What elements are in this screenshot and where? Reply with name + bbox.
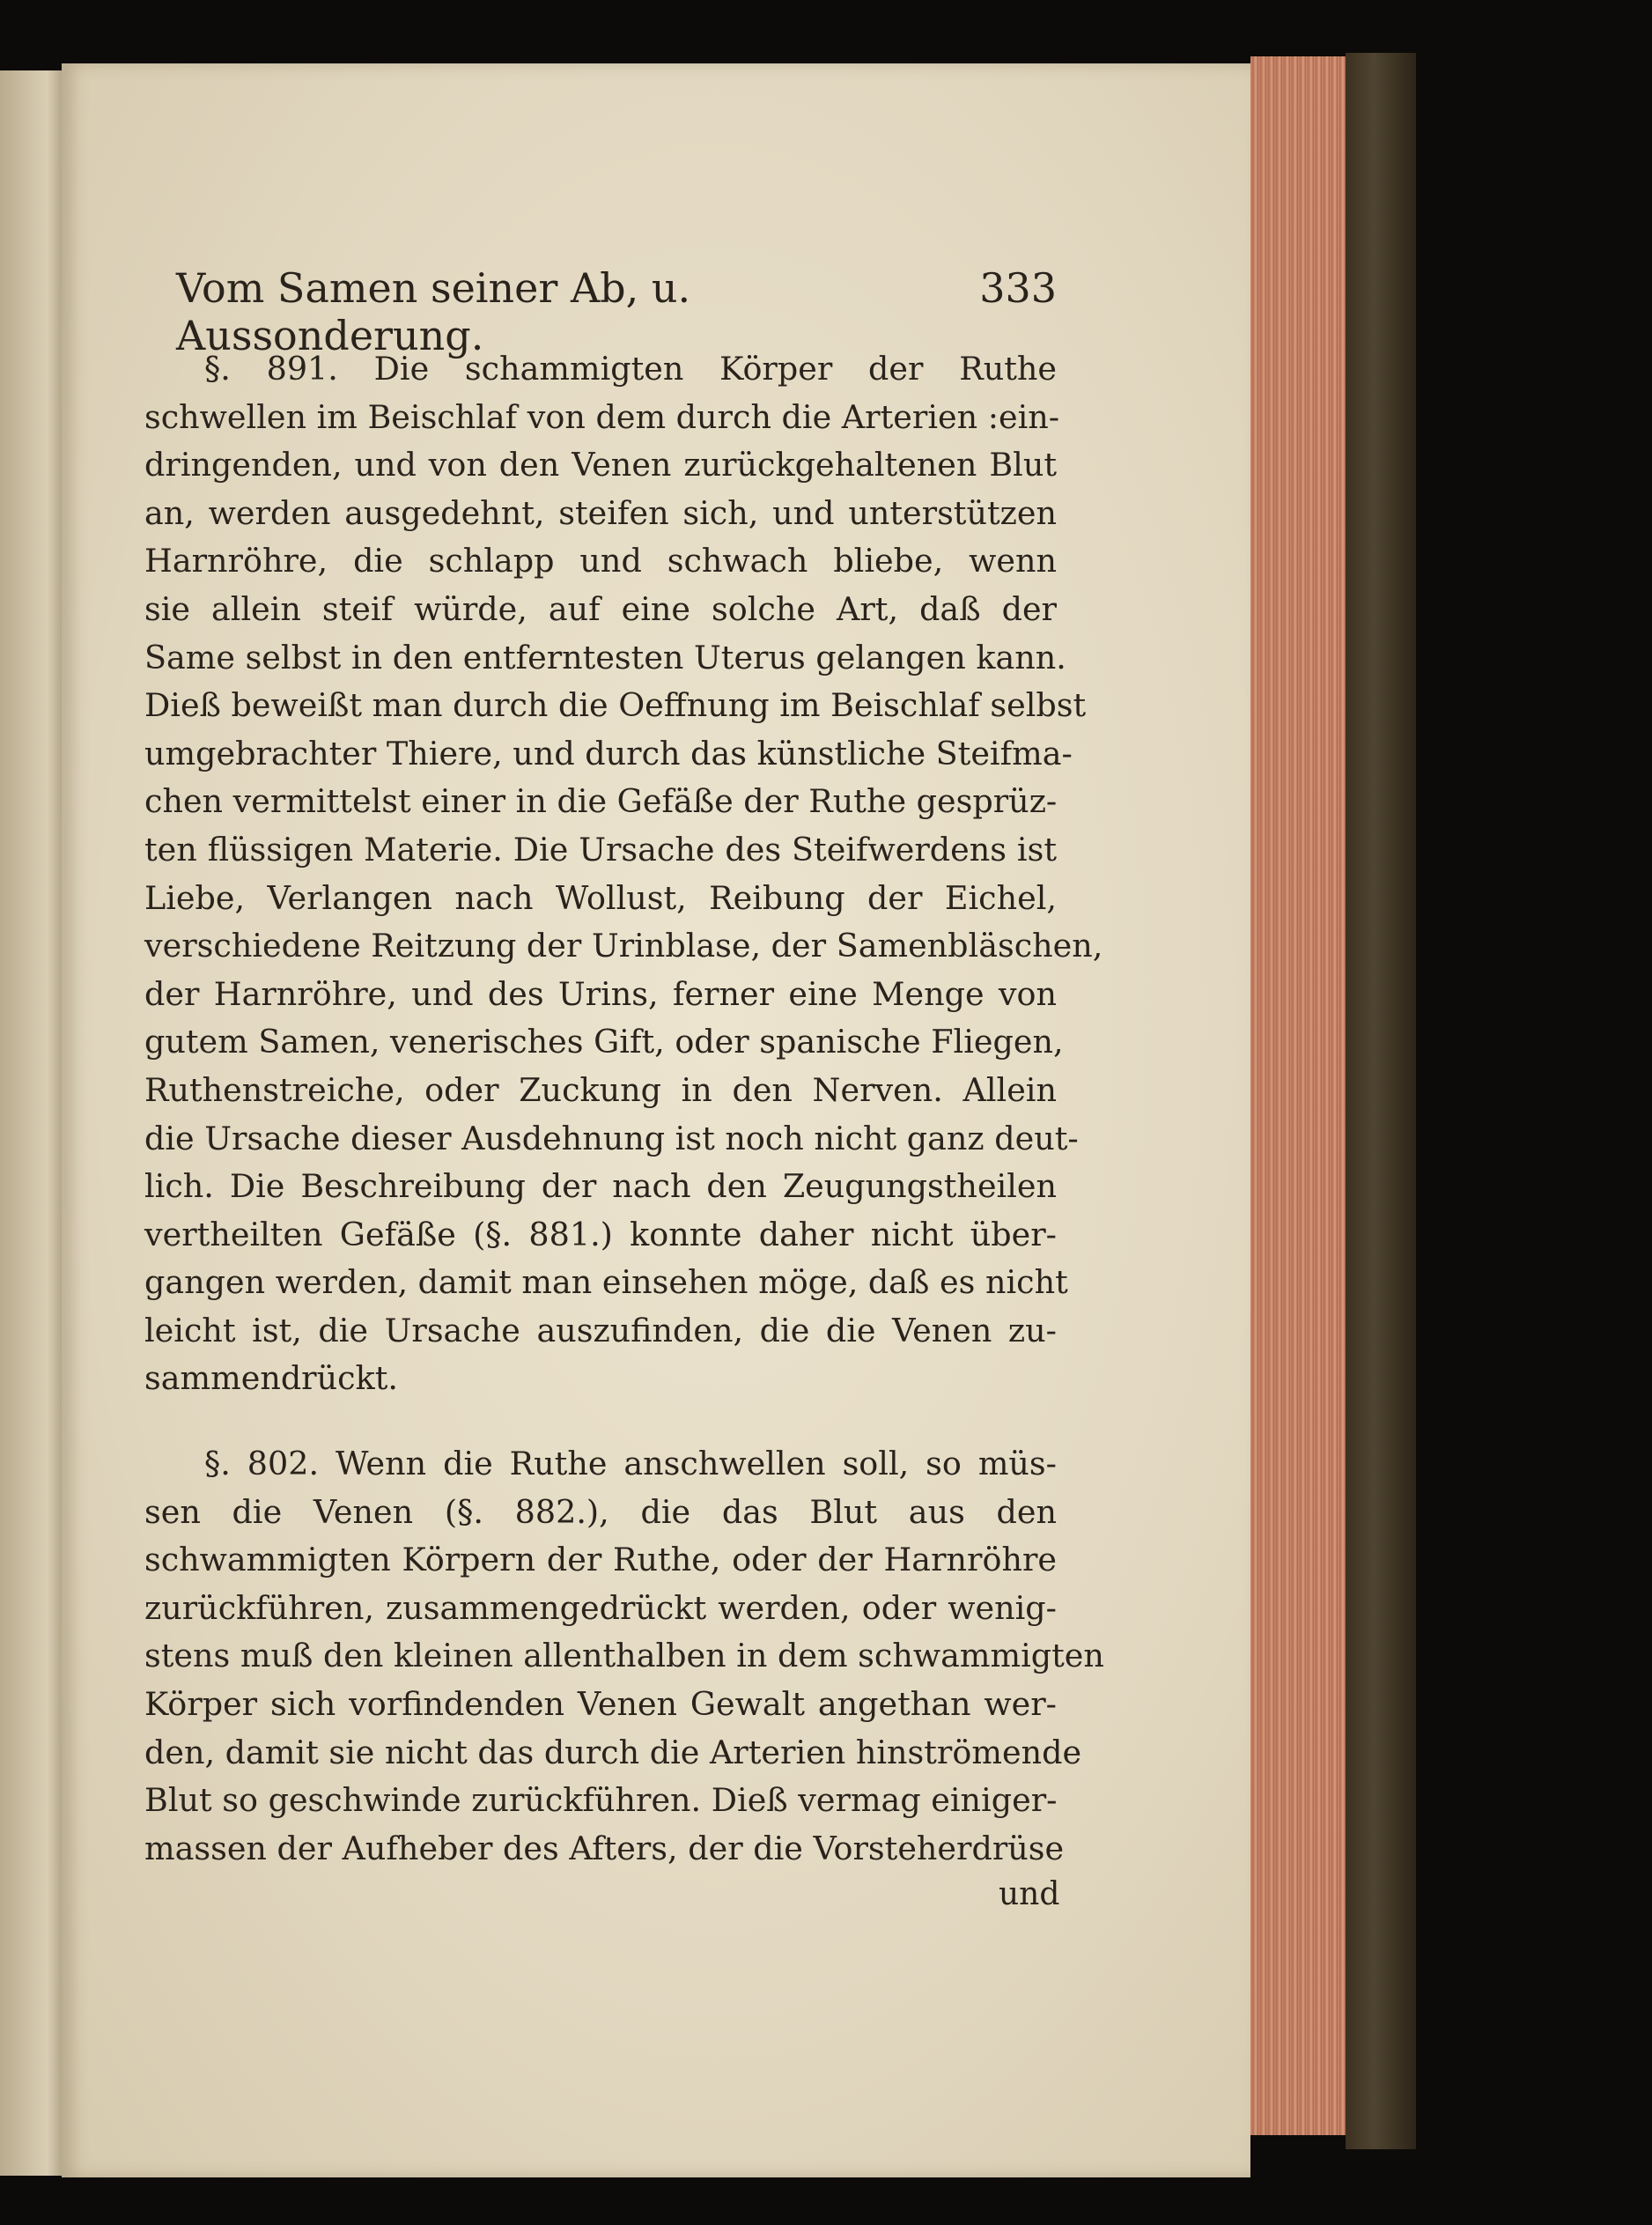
text-line: an, werden ausgedehnt, steifen sich, und unterstützen: [144, 493, 1057, 532]
text-line: verschiedene Reitzung der Urinblase, der Samenbläschen,: [144, 927, 1103, 965]
text-line: vertheilten Gefäße (§. 881.) konnte daher nicht über-: [144, 1215, 1057, 1253]
text-line: ten flüssigen Materie. Die Ursache des Steifwerdens ist: [144, 830, 1057, 869]
text-line: Körper sich vorfindenden Venen Gewalt angethan wer-: [144, 1685, 1057, 1724]
page-number: 333: [979, 264, 1057, 312]
text-line: Same selbst in den entferntesten Uterus gelangen kann.: [144, 638, 1066, 676]
text-line: massen der Aufheber des Afters, der die Vorsteherdrüse: [144, 1829, 1065, 1867]
text-line: schwellen im Beischlaf von dem durch die Arterien :ein-: [144, 397, 1060, 436]
text-line: gutem Samen, venerisches Gift, oder spanische Fliegen,: [144, 1023, 1064, 1061]
text-line: stens muß den kleinen allenthalben in dem schwammigten: [144, 1637, 1104, 1675]
text-line: leicht ist, die Ursache auszufinden, die die Venen zu-: [144, 1311, 1057, 1349]
text-line: Blut so geschwinde zurückführen. Dieß vermag einiger-: [144, 1781, 1058, 1820]
text-line: umgebrachter Thiere, und durch das künstliche Steifma-: [144, 734, 1073, 772]
text-line: Harnröhre, die schlapp und schwach bliebe, wenn: [144, 542, 1057, 580]
paragraph-802: [144, 1440, 1104, 1873]
book-cover-edge: [1346, 53, 1416, 2149]
text-line: sie allein steif würde, auf eine solche Art, daß der: [144, 589, 1057, 628]
page-fore-edge: [1250, 56, 1347, 2135]
text-line: lich. Die Beschreibung der nach den Zeugungstheilen: [144, 1167, 1057, 1206]
text-line: chen vermittelst einer in die Gefäße der Ruthe gesprüz-: [144, 782, 1058, 821]
paragraph-gap: [144, 1403, 1057, 1440]
text-line: sen die Venen (§. 882.), die das Blut aus den: [144, 1492, 1057, 1531]
text-line: schwammigten Körpern der Ruthe, oder der Harnröhre: [144, 1541, 1057, 1579]
text-line: Ruthenstreiche, oder Zuckung in den Nerven. Allein: [144, 1070, 1057, 1109]
facing-page-edge: [0, 70, 67, 2176]
text-line: den, damit sie nicht das durch die Arterien hinströmende: [144, 1733, 1082, 1771]
text-line: Dieß beweißt man durch die Oeffnung im Beischlaf selbst: [144, 686, 1087, 725]
text-line: Liebe, Verlangen nach Wollust, Reibung der Eichel,: [144, 878, 1057, 917]
text-line: zurückführen, zusammengedrückt werden, oder wenig-: [144, 1588, 1057, 1627]
body-text: [144, 345, 1104, 1873]
running-head-title: Vom Samen seiner Ab, u. Aussonderung.: [176, 264, 691, 359]
text-line: der Harnröhre, und des Urins, ferner eine Menge von: [144, 974, 1057, 1013]
text-line: §. 802. Wenn die Ruthe anschwellen soll, so müs-: [204, 1445, 1057, 1483]
text-line: §. 891. Die schammigten Körper der Ruthe: [204, 350, 1057, 388]
text-line: gangen werden, damit man einsehen möge, daß es nicht: [144, 1263, 1068, 1302]
catchword: und: [999, 1876, 1060, 1912]
paragraph-891: [144, 345, 1103, 1403]
text-line: dringenden, und von den Venen zurückgehaltenen Blut: [144, 446, 1057, 484]
text-line: sammendrückt.: [144, 1359, 398, 1398]
text-line: die Ursache dieser Ausdehnung ist noch nicht ganz deut-: [144, 1119, 1079, 1157]
